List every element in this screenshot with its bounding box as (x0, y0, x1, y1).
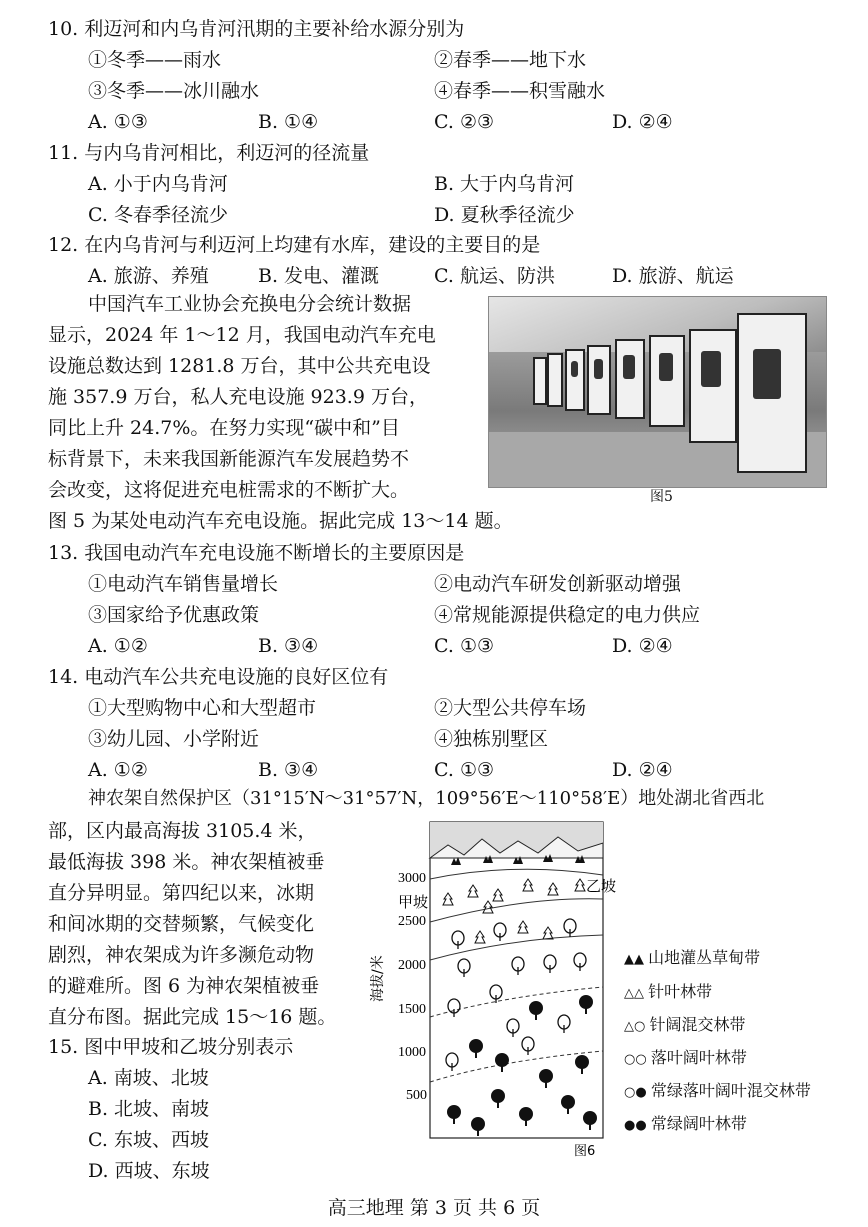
q11-choice-a: A. 小于内乌肯河 (88, 173, 228, 195)
figure6-caption: 图6 (574, 1144, 596, 1159)
q13-choice-c: C. ①③ (434, 635, 495, 657)
passage1-line-8: 图 5 为某处电动汽车充电设施。据此完成 13～14 题。 (48, 510, 513, 532)
passage2-line-3: 直分异明显。第四纪以来，冰期 (48, 882, 315, 904)
q14-item-3: ③幼儿园、小学附近 (88, 728, 260, 750)
q15-stem: 15. 图中甲坡和乙坡分别表示 (48, 1036, 294, 1058)
passage2-line-4: 和间冰期的交替频繁，气候变化 (48, 913, 315, 935)
q14-choice-a: A. ①② (88, 759, 148, 781)
passage2-line-1: 部，区内最高海拔 3105.4 米， (48, 820, 317, 842)
ytick-3000: 3000 (398, 871, 426, 886)
passage1-line-1: 中国汽车工业协会充换电分会统计数据 (88, 293, 412, 315)
legend-evergreen-broadleaf: ●● 常绿阔叶林带 (624, 1114, 747, 1133)
q13-item-3: ③国家给予优惠政策 (88, 604, 260, 626)
q13-choice-d: D. ②④ (612, 635, 673, 657)
legend-deciduous-broadleaf: ○○ 落叶阔叶林带 (624, 1048, 747, 1067)
q14-choice-d: D. ②④ (612, 759, 673, 781)
passage1-line-4: 施 357.9 万台，私人充电设施 923.9 万台， (48, 386, 428, 408)
q13-stem: 13. 我国电动汽车充电设施不断增长的主要原因是 (48, 542, 465, 564)
q15-choice-b: B. 北坡、南坡 (88, 1098, 210, 1120)
q10-item-2: ②春季——地下水 (434, 49, 587, 71)
q15-choice-c: C. 东坡、西坡 (88, 1129, 209, 1151)
q12-stem: 12. 在内乌肯河与利迈河上均建有水库，建设的主要目的是 (48, 234, 541, 256)
charging-station-photo (488, 296, 827, 488)
q10-item-3: ③冬季——冰川融水 (88, 80, 260, 102)
q10-stem: 10. 利迈河和内乌肯河汛期的主要补给水源分别为 (48, 18, 465, 40)
q11-choice-c: C. 冬春季径流少 (88, 204, 228, 226)
q10-choice-a: A. ①③ (88, 111, 148, 133)
q14-choice-c: C. ①③ (434, 759, 495, 781)
q14-stem: 14. 电动汽车公共充电设施的良好区位有 (48, 666, 389, 688)
q10-item-4: ④春季——积雪融水 (434, 80, 606, 102)
y-axis-label: 海拔/米 (370, 955, 386, 1002)
page-footer: 高三地理 第 3 页 共 6 页 (327, 1197, 541, 1219)
q14-choice-b: B. ③④ (258, 759, 319, 781)
ytick-2500: 2500 (398, 914, 426, 929)
passage2-first-line: 神农架自然保护区（31°15′N～31°57′N，109°56′E～110°58′E）地处湖北省西北 (88, 788, 765, 809)
passage2-line-7: 直分布图。据此完成 15～16 题。 (48, 1006, 337, 1028)
q10-choice-c: C. ②③ (434, 111, 495, 133)
legend-shrub-meadow: ▲▲ 山地灌丛草甸带 (624, 948, 761, 967)
slope-right-label: 乙坡 (585, 877, 616, 895)
legend-mixed-conifer-broadleaf: △○ 针阔混交林带 (624, 1015, 746, 1034)
legend-evergreen-deciduous-mixed: ○● 常绿落叶阔叶混交林带 (624, 1081, 811, 1100)
passage1-line-7: 会改变，这将促进充电桩需求的不断扩大。 (48, 479, 410, 501)
q14-item-2: ②大型公共停车场 (434, 697, 587, 719)
q15-choice-d: D. 西坡、东坡 (88, 1160, 210, 1182)
ytick-2000: 2000 (398, 958, 426, 973)
q10-item-1: ①冬季——雨水 (88, 49, 222, 71)
passage2-line-6: 的避难所。图 6 为神农架植被垂 (48, 975, 320, 997)
passage1-line-6: 标背景下，未来我国新能源汽车发展趋势不 (48, 448, 410, 470)
ytick-1500: 1500 (398, 1002, 426, 1017)
passage2-line-2: 最低海拔 398 米。神农架植被垂 (48, 851, 325, 873)
figure5-caption: 图5 (650, 489, 673, 505)
q12-choice-a: A. 旅游、养殖 (88, 265, 209, 287)
passage1-line-3: 设施总数达到 1281.8 万台，其中公共充电设 (48, 355, 431, 377)
vegetation-zone-diagram (368, 817, 618, 1162)
q10-choice-b: B. ①④ (258, 111, 319, 133)
q11-choice-b: B. 大于内乌肯河 (434, 173, 575, 195)
passage2-line-5: 剧烈，神农架成为许多濒危动物 (48, 944, 315, 966)
passage1-line-5: 同比上升 24.7%。在努力实现“碳中和”目 (48, 417, 400, 439)
q12-choice-c: C. 航运、防洪 (434, 265, 555, 287)
q14-item-1: ①大型购物中心和大型超市 (88, 697, 317, 719)
legend-conifer: △△ 针叶林带 (624, 982, 713, 1001)
q13-item-2: ②电动汽车研发创新驱动增强 (434, 573, 682, 595)
q11-stem: 11. 与内乌肯河相比，利迈河的径流量 (48, 142, 370, 164)
q12-choice-b: B. 发电、灌溉 (258, 265, 380, 287)
q15-choice-a: A. 南坡、北坡 (88, 1067, 209, 1089)
q14-item-4: ④独栋别墅区 (434, 728, 549, 750)
q13-item-1: ①电动汽车销售量增长 (88, 573, 279, 595)
q13-choice-a: A. ①② (88, 635, 148, 657)
q13-item-4: ④常规能源提供稳定的电力供应 (434, 604, 701, 626)
ytick-1000: 1000 (398, 1045, 426, 1060)
q12-choice-d: D. 旅游、航运 (612, 265, 734, 287)
q10-choice-d: D. ②④ (612, 111, 673, 133)
q13-choice-b: B. ③④ (258, 635, 319, 657)
q11-choice-d: D. 夏秋季径流少 (434, 204, 575, 226)
slope-left-label: 甲坡 (398, 893, 429, 911)
ytick-500: 500 (406, 1088, 427, 1103)
passage1-line-2: 显示，2024 年 1～12 月，我国电动汽车充电 (48, 324, 436, 346)
